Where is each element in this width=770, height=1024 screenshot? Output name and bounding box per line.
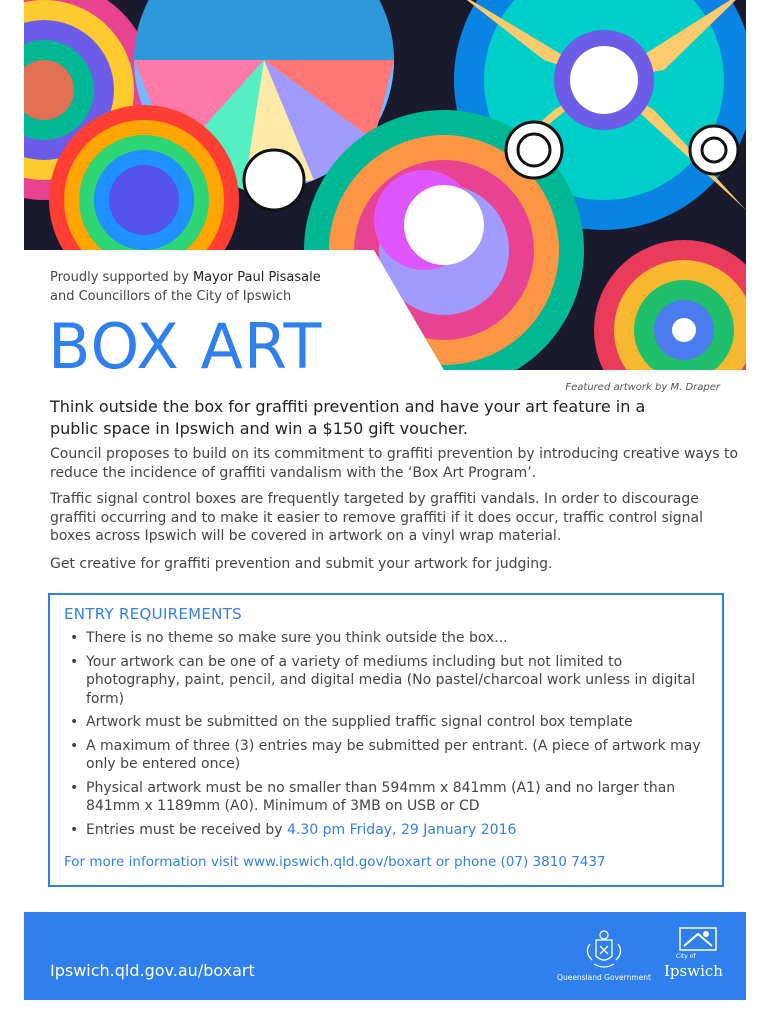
requirements-heading: ENTRY REQUIREMENTS bbox=[64, 605, 242, 623]
list-item: • Artwork must be submitted on the supplied traffic signal control box template bbox=[70, 714, 633, 730]
list-item-deadline: • Entries must be received by 4.30 pm Friday, 29 January 2016 bbox=[70, 821, 517, 838]
ipswich-city-text: City of bbox=[676, 953, 696, 960]
sponsor-text bbox=[50, 268, 321, 306]
ipswich-logo-icon bbox=[664, 926, 732, 992]
list-item: • Physical artwork must be no smaller than 594mm x 841mm (A1) and no larger than 841mm x 1189mm (A0). Minimum of 3MB on USB or CD bbox=[70, 779, 676, 814]
footer-url-link[interactable]: Ipswich.qld.gov.au/boxart bbox=[50, 961, 255, 980]
qld-logo-text: Queensland Government bbox=[557, 973, 651, 982]
mayor-name: Mayor Paul Pisasale bbox=[192, 270, 321, 285]
queensland-crest-icon bbox=[554, 926, 654, 972]
queensland-government-logo bbox=[554, 926, 654, 988]
ipswich-name-text: Ipswich bbox=[664, 962, 723, 980]
more-info-link[interactable]: For more information visit www.ipswich.qld.gov/boxart or phone (07) 3810 7437 bbox=[64, 854, 606, 870]
list-item: • Your artwork can be one of a variety of mediums including but not limited to photography, paint, pencil, and digital media (No pastel/charcoal work unless in digital form) bbox=[70, 653, 696, 707]
lead-text: Think outside the box for graffiti prevention and have your art feature in a public space in Ipswich and win a $150 gift voucher. bbox=[50, 397, 646, 438]
intro-paragraph-1: Council proposes to build on its commitment to graffiti prevention by introducing creative ways to reduce the incidence of graffiti vandalism with the ‘Box Art Program’. bbox=[50, 446, 739, 481]
artwork-credit: Featured artwork by M. Draper bbox=[565, 382, 720, 393]
deadline: 4.30 pm Friday, 29 January 2016 bbox=[287, 821, 517, 838]
support-line2: and Councillors of the City of Ipswich bbox=[50, 289, 292, 304]
page-title: BOX ART bbox=[48, 310, 323, 383]
flyer-page bbox=[24, 0, 746, 1024]
footer-bar bbox=[24, 912, 746, 1000]
list-item: • A maximum of three (3) entries may be submitted per entrant. (A piece of artwork may only be entered once) bbox=[70, 737, 701, 772]
intro-paragraph-2: Traffic signal control boxes are frequently targeted by graffiti vandals. In order to discourage graffiti occurring and to make it easier to remove graffiti if it does occur, traffic control signal boxes across Ipswich will be covered in artwork on a vinyl wrap material. bbox=[50, 491, 703, 544]
list-item: • There is no theme so make sure you think outside the box... bbox=[70, 630, 508, 646]
intro-paragraph-3: Get creative for graffiti prevention and submit your artwork for judging. bbox=[50, 556, 553, 572]
requirements-list bbox=[64, 629, 704, 844]
entry-requirements-box bbox=[48, 593, 724, 887]
support-prefix: Proudly supported by bbox=[50, 270, 189, 285]
